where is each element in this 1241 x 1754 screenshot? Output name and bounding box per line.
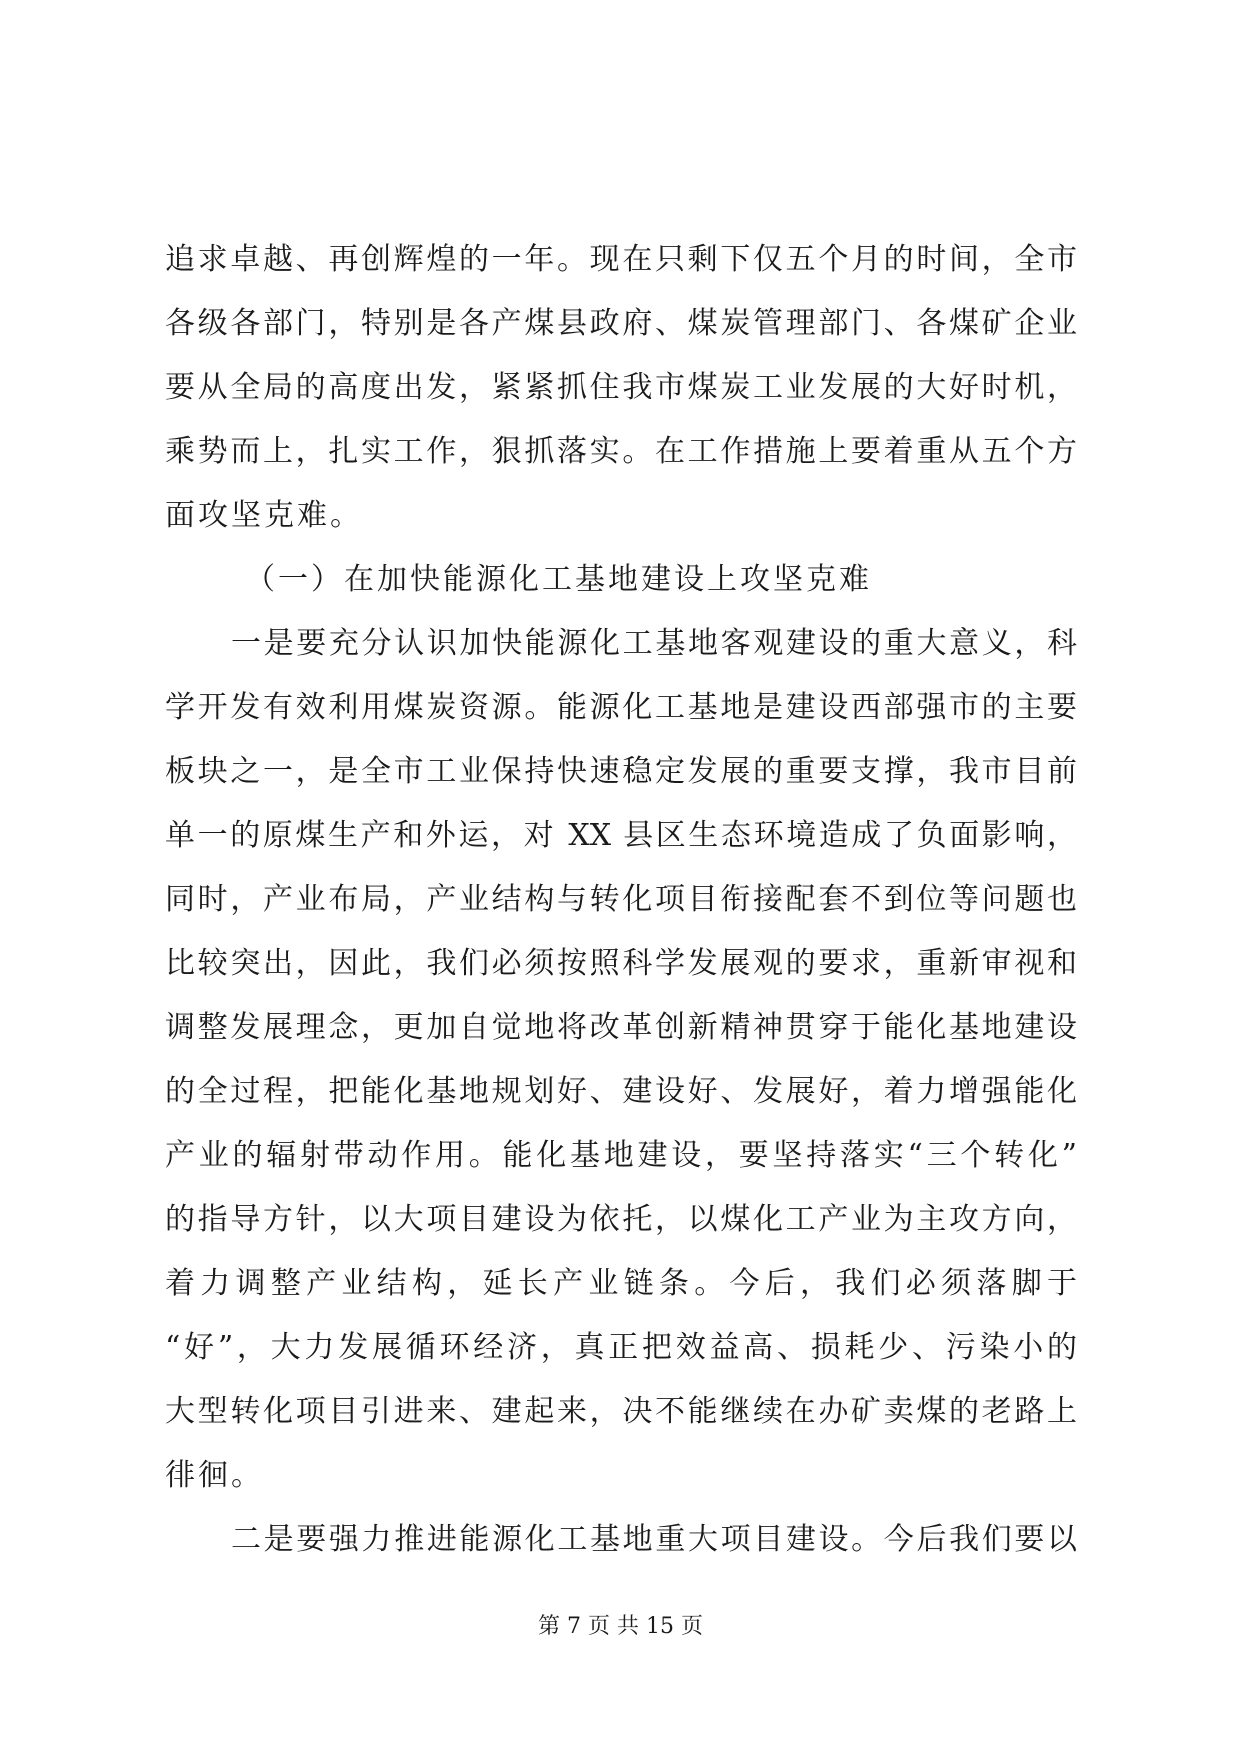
section-heading: （一）在加快能源化工基地建设上攻坚克难 bbox=[245, 562, 872, 597]
text-line: 要从全局的高度出发，紧紧抓住我市煤炭工业发展的大好时机， bbox=[165, 370, 1077, 405]
text-line: 着力调整产业结构，延长产业链条。今后，我们必须落脚于 bbox=[165, 1266, 1077, 1301]
page-number-footer: 第 7 页 共 15 页 bbox=[538, 1614, 703, 1639]
text-line: 乘势而上，扎实工作，狠抓落实。在工作措施上要着重从五个方 bbox=[165, 434, 1077, 469]
text-line: 产业的辐射带动作用。能化基地建设，要坚持落实“三个转化” bbox=[165, 1138, 1077, 1173]
text-line: 板块之一，是全市工业保持快速稳定发展的重要支撑，我市目前 bbox=[165, 754, 1077, 789]
text-line: 学开发有效利用煤炭资源。能源化工基地是建设西部强市的主要 bbox=[165, 690, 1077, 725]
text-line: 的全过程，把能化基地规划好、建设好、发展好，着力增强能化 bbox=[165, 1074, 1077, 1109]
text-line: 一是要充分认识加快能源化工基地客观建设的重大意义，科 bbox=[231, 626, 1077, 661]
text-line: 大型转化项目引进来、建起来，决不能继续在办矿卖煤的老路上 bbox=[165, 1394, 1077, 1429]
text-line: 徘徊。 bbox=[165, 1458, 264, 1493]
text-line: “好”，大力发展循环经济，真正把效益高、损耗少、污染小的 bbox=[165, 1330, 1077, 1365]
text-line: 追求卓越、再创辉煌的一年。现在只剩下仅五个月的时间，全市 bbox=[165, 242, 1077, 277]
text-line: 的指导方针，以大项目建设为依托，以煤化工产业为主攻方向， bbox=[165, 1202, 1077, 1237]
text-line: 各级各部门，特别是各产煤县政府、煤炭管理部门、各煤矿企业 bbox=[165, 306, 1077, 341]
body-text bbox=[165, 228, 1077, 1572]
text-line: 同时，产业布局，产业结构与转化项目衔接配套不到位等问题也 bbox=[165, 882, 1077, 917]
text-line: 单一的原煤生产和外运，对 XX 县区生态环境造成了负面影响， bbox=[165, 818, 1077, 853]
text-line: 二是要强力推进能源化工基地重大项目建设。今后我们要以 bbox=[231, 1522, 1077, 1557]
text-line: 面攻坚克难。 bbox=[165, 498, 363, 533]
text-line: 比较突出，因此，我们必须按照科学发展观的要求，重新审视和 bbox=[165, 946, 1077, 981]
text-line: 调整发展理念，更加自觉地将改革创新精神贯穿于能化基地建设 bbox=[165, 1010, 1077, 1045]
